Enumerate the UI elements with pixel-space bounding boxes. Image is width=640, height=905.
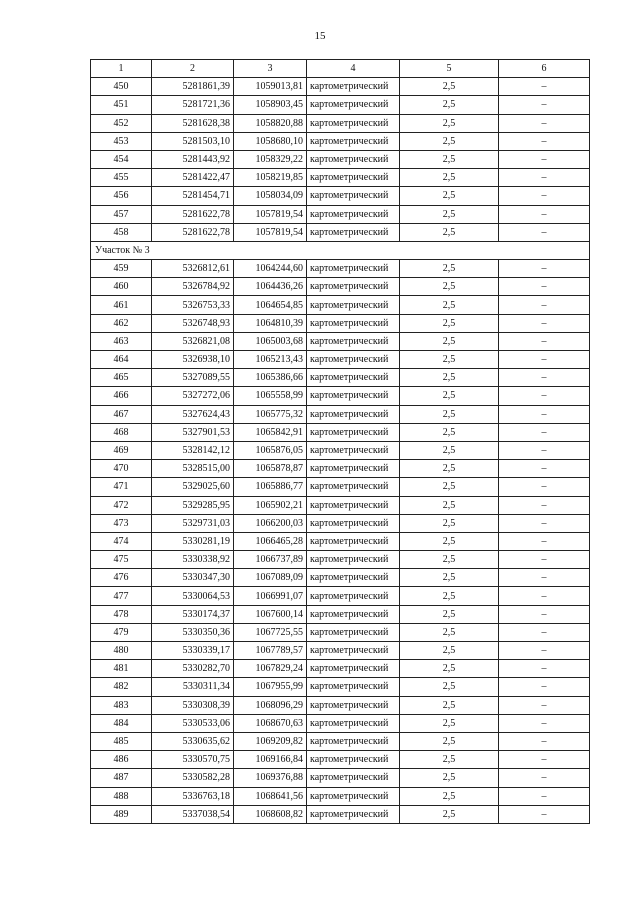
- table-row: [91, 369, 590, 387]
- section-label: Участок № 3: [91, 241, 590, 259]
- coordinate-x: 5330338,92: [152, 551, 234, 569]
- coordinate-x: 5281454,71: [152, 187, 234, 205]
- coordinate-x: 5326938,10: [152, 351, 234, 369]
- table-row: [91, 751, 590, 769]
- coordinate-x: 5281443,92: [152, 150, 234, 168]
- note-cell: –: [499, 114, 590, 132]
- accuracy-cell: 2,5: [400, 405, 499, 423]
- accuracy-cell: 2,5: [400, 387, 499, 405]
- coordinate-y: 1069209,82: [234, 732, 307, 750]
- table-row: [91, 205, 590, 223]
- point-number: 470: [91, 460, 152, 478]
- method-cell: картометрический: [307, 169, 400, 187]
- point-number: 465: [91, 369, 152, 387]
- coordinate-x: 5326784,92: [152, 278, 234, 296]
- accuracy-cell: 2,5: [400, 150, 499, 168]
- section-header: [91, 241, 590, 259]
- table-row: [91, 623, 590, 641]
- point-number: 462: [91, 314, 152, 332]
- coordinate-y: 1058680,10: [234, 132, 307, 150]
- accuracy-cell: 2,5: [400, 369, 499, 387]
- table-row: [91, 787, 590, 805]
- coordinate-x: 5330570,75: [152, 751, 234, 769]
- point-number: 477: [91, 587, 152, 605]
- coordinate-x: 5281721,36: [152, 96, 234, 114]
- coordinate-y: 1066991,07: [234, 587, 307, 605]
- table-row: [91, 150, 590, 168]
- coordinate-y: 1066200,03: [234, 514, 307, 532]
- point-number: 482: [91, 678, 152, 696]
- coordinate-x: 5326821,08: [152, 332, 234, 350]
- point-number: 461: [91, 296, 152, 314]
- table-row: [91, 460, 590, 478]
- method-cell: картометрический: [307, 187, 400, 205]
- accuracy-cell: 2,5: [400, 678, 499, 696]
- coordinate-x: 5330282,70: [152, 660, 234, 678]
- coordinate-x: 5330533,06: [152, 714, 234, 732]
- coordinate-y: 1065213,43: [234, 351, 307, 369]
- accuracy-cell: 2,5: [400, 551, 499, 569]
- point-number: 471: [91, 478, 152, 496]
- coordinate-y: 1065902,21: [234, 496, 307, 514]
- coordinate-y: 1067600,14: [234, 605, 307, 623]
- coordinate-x: 5330347,30: [152, 569, 234, 587]
- table-row: [91, 660, 590, 678]
- note-cell: –: [499, 569, 590, 587]
- point-number: 487: [91, 769, 152, 787]
- coordinate-y: 1065003,68: [234, 332, 307, 350]
- point-number: 481: [91, 660, 152, 678]
- coordinate-x: 5330064,53: [152, 587, 234, 605]
- accuracy-cell: 2,5: [400, 114, 499, 132]
- method-cell: картометрический: [307, 150, 400, 168]
- table-row: [91, 187, 590, 205]
- header-row: [91, 60, 590, 78]
- accuracy-cell: 2,5: [400, 78, 499, 96]
- coordinates-table: [90, 59, 590, 824]
- coordinate-y: 1064244,60: [234, 260, 307, 278]
- note-cell: –: [499, 314, 590, 332]
- point-number: 484: [91, 714, 152, 732]
- accuracy-cell: 2,5: [400, 532, 499, 550]
- table-row: [91, 514, 590, 532]
- coordinate-y: 1067955,99: [234, 678, 307, 696]
- note-cell: –: [499, 405, 590, 423]
- point-number: 472: [91, 496, 152, 514]
- table-row: [91, 332, 590, 350]
- method-cell: картометрический: [307, 369, 400, 387]
- point-number: 486: [91, 751, 152, 769]
- coordinate-y: 1057819,54: [234, 223, 307, 241]
- method-cell: картометрический: [307, 805, 400, 823]
- note-cell: –: [499, 587, 590, 605]
- coordinate-y: 1067725,55: [234, 623, 307, 641]
- table-row: [91, 805, 590, 823]
- table-row: [91, 605, 590, 623]
- coordinate-y: 1058329,22: [234, 150, 307, 168]
- coordinate-y: 1068670,63: [234, 714, 307, 732]
- point-number: 458: [91, 223, 152, 241]
- coordinate-y: 1059013,81: [234, 78, 307, 96]
- note-cell: –: [499, 478, 590, 496]
- coordinate-y: 1065876,05: [234, 441, 307, 459]
- method-cell: картометрический: [307, 551, 400, 569]
- point-number: 488: [91, 787, 152, 805]
- method-cell: картометрический: [307, 351, 400, 369]
- point-number: 456: [91, 187, 152, 205]
- table-row: [91, 278, 590, 296]
- coordinate-x: 5330339,17: [152, 642, 234, 660]
- accuracy-cell: 2,5: [400, 169, 499, 187]
- coordinate-x: 5330311,34: [152, 678, 234, 696]
- coordinate-x: 5281622,78: [152, 223, 234, 241]
- accuracy-cell: 2,5: [400, 660, 499, 678]
- column-header: 4: [307, 60, 400, 78]
- table-row: [91, 260, 590, 278]
- accuracy-cell: 2,5: [400, 805, 499, 823]
- coordinate-y: 1064436,26: [234, 278, 307, 296]
- accuracy-cell: 2,5: [400, 569, 499, 587]
- coordinate-x: 5328515,00: [152, 460, 234, 478]
- accuracy-cell: 2,5: [400, 605, 499, 623]
- point-number: 464: [91, 351, 152, 369]
- coordinate-x: 5328142,12: [152, 441, 234, 459]
- note-cell: –: [499, 169, 590, 187]
- note-cell: –: [499, 532, 590, 550]
- column-header: 3: [234, 60, 307, 78]
- note-cell: –: [499, 460, 590, 478]
- table-body-a: [91, 78, 590, 242]
- note-cell: –: [499, 441, 590, 459]
- accuracy-cell: 2,5: [400, 496, 499, 514]
- coordinate-y: 1058034,09: [234, 187, 307, 205]
- coordinate-x: 5330582,28: [152, 769, 234, 787]
- note-cell: –: [499, 387, 590, 405]
- coordinate-x: 5330350,36: [152, 623, 234, 641]
- coordinate-x: 5327089,55: [152, 369, 234, 387]
- note-cell: –: [499, 605, 590, 623]
- note-cell: –: [499, 696, 590, 714]
- point-number: 475: [91, 551, 152, 569]
- method-cell: картометрический: [307, 260, 400, 278]
- note-cell: –: [499, 132, 590, 150]
- coordinate-y: 1065775,32: [234, 405, 307, 423]
- method-cell: картометрический: [307, 569, 400, 587]
- table-row: [91, 551, 590, 569]
- method-cell: картометрический: [307, 332, 400, 350]
- accuracy-cell: 2,5: [400, 205, 499, 223]
- note-cell: –: [499, 423, 590, 441]
- table-row: [91, 169, 590, 187]
- coordinate-x: 5281622,78: [152, 205, 234, 223]
- accuracy-cell: 2,5: [400, 223, 499, 241]
- point-number: 459: [91, 260, 152, 278]
- accuracy-cell: 2,5: [400, 696, 499, 714]
- coordinate-y: 1058820,88: [234, 114, 307, 132]
- coordinate-x: 5327624,43: [152, 405, 234, 423]
- coordinate-y: 1065558,99: [234, 387, 307, 405]
- method-cell: картометрический: [307, 660, 400, 678]
- method-cell: картометрический: [307, 478, 400, 496]
- method-cell: картометрический: [307, 623, 400, 641]
- method-cell: картометрический: [307, 205, 400, 223]
- point-number: 479: [91, 623, 152, 641]
- accuracy-cell: 2,5: [400, 642, 499, 660]
- accuracy-cell: 2,5: [400, 351, 499, 369]
- accuracy-cell: 2,5: [400, 441, 499, 459]
- accuracy-cell: 2,5: [400, 296, 499, 314]
- table-row: [91, 132, 590, 150]
- coordinate-y: 1066737,89: [234, 551, 307, 569]
- coordinate-x: 5326812,61: [152, 260, 234, 278]
- note-cell: –: [499, 678, 590, 696]
- table-row: [91, 732, 590, 750]
- note-cell: –: [499, 623, 590, 641]
- method-cell: картометрический: [307, 314, 400, 332]
- method-cell: картометрический: [307, 587, 400, 605]
- method-cell: картометрический: [307, 423, 400, 441]
- method-cell: картометрический: [307, 405, 400, 423]
- table-row: [91, 114, 590, 132]
- note-cell: –: [499, 642, 590, 660]
- coordinate-y: 1068641,56: [234, 787, 307, 805]
- method-cell: картометрический: [307, 769, 400, 787]
- note-cell: –: [499, 805, 590, 823]
- table-row: [91, 78, 590, 96]
- point-number: 457: [91, 205, 152, 223]
- note-cell: –: [499, 187, 590, 205]
- table-row: [91, 223, 590, 241]
- point-number: 483: [91, 696, 152, 714]
- table-row: [91, 296, 590, 314]
- method-cell: картометрический: [307, 751, 400, 769]
- table-row: [91, 678, 590, 696]
- coordinate-y: 1067089,09: [234, 569, 307, 587]
- point-number: 466: [91, 387, 152, 405]
- accuracy-cell: 2,5: [400, 587, 499, 605]
- table-row: [91, 423, 590, 441]
- point-number: 455: [91, 169, 152, 187]
- coordinate-y: 1066465,28: [234, 532, 307, 550]
- point-number: 480: [91, 642, 152, 660]
- note-cell: –: [499, 660, 590, 678]
- note-cell: –: [499, 296, 590, 314]
- accuracy-cell: 2,5: [400, 96, 499, 114]
- coordinate-x: 5329025,60: [152, 478, 234, 496]
- method-cell: картометрический: [307, 787, 400, 805]
- table-row: [91, 696, 590, 714]
- coordinate-y: 1058903,45: [234, 96, 307, 114]
- coordinate-x: 5326753,33: [152, 296, 234, 314]
- method-cell: картометрический: [307, 96, 400, 114]
- table-row: [91, 496, 590, 514]
- coordinate-x: 5336763,18: [152, 787, 234, 805]
- note-cell: –: [499, 260, 590, 278]
- coordinate-y: 1068096,29: [234, 696, 307, 714]
- coordinate-x: 5281422,47: [152, 169, 234, 187]
- note-cell: –: [499, 551, 590, 569]
- table-row: [91, 405, 590, 423]
- coordinate-x: 5327272,06: [152, 387, 234, 405]
- table-row: [91, 569, 590, 587]
- note-cell: –: [499, 96, 590, 114]
- table-row: [91, 478, 590, 496]
- note-cell: –: [499, 787, 590, 805]
- point-number: 454: [91, 150, 152, 168]
- accuracy-cell: 2,5: [400, 623, 499, 641]
- column-header: 2: [152, 60, 234, 78]
- method-cell: картометрический: [307, 696, 400, 714]
- coordinate-y: 1068608,82: [234, 805, 307, 823]
- section-row: [91, 241, 590, 259]
- coordinate-x: 5327901,53: [152, 423, 234, 441]
- table-row: [91, 714, 590, 732]
- note-cell: –: [499, 369, 590, 387]
- note-cell: –: [499, 732, 590, 750]
- coordinate-y: 1064654,85: [234, 296, 307, 314]
- method-cell: картометрический: [307, 678, 400, 696]
- note-cell: –: [499, 769, 590, 787]
- accuracy-cell: 2,5: [400, 423, 499, 441]
- point-number: 450: [91, 78, 152, 96]
- coordinate-x: 5329731,03: [152, 514, 234, 532]
- table-row: [91, 351, 590, 369]
- table-row: [91, 387, 590, 405]
- method-cell: картометрический: [307, 114, 400, 132]
- point-number: 476: [91, 569, 152, 587]
- note-cell: –: [499, 514, 590, 532]
- method-cell: картометрический: [307, 132, 400, 150]
- method-cell: картометрический: [307, 296, 400, 314]
- coordinate-y: 1065386,66: [234, 369, 307, 387]
- table-row: [91, 642, 590, 660]
- table-row: [91, 532, 590, 550]
- method-cell: картометрический: [307, 714, 400, 732]
- accuracy-cell: 2,5: [400, 514, 499, 532]
- method-cell: картометрический: [307, 605, 400, 623]
- method-cell: картометрический: [307, 732, 400, 750]
- accuracy-cell: 2,5: [400, 769, 499, 787]
- table-row: [91, 96, 590, 114]
- method-cell: картометрический: [307, 532, 400, 550]
- accuracy-cell: 2,5: [400, 260, 499, 278]
- point-number: 478: [91, 605, 152, 623]
- column-header: 1: [91, 60, 152, 78]
- table-row: [91, 769, 590, 787]
- coordinate-y: 1057819,54: [234, 205, 307, 223]
- page-number: 15: [314, 30, 326, 42]
- note-cell: –: [499, 223, 590, 241]
- coordinate-x: 5281861,39: [152, 78, 234, 96]
- method-cell: картометрический: [307, 642, 400, 660]
- method-cell: картометрический: [307, 441, 400, 459]
- note-cell: –: [499, 351, 590, 369]
- point-number: 463: [91, 332, 152, 350]
- point-number: 467: [91, 405, 152, 423]
- point-number: 451: [91, 96, 152, 114]
- method-cell: картометрический: [307, 278, 400, 296]
- coordinate-y: 1069376,88: [234, 769, 307, 787]
- point-number: 453: [91, 132, 152, 150]
- coordinate-x: 5326748,93: [152, 314, 234, 332]
- point-number: 485: [91, 732, 152, 750]
- accuracy-cell: 2,5: [400, 460, 499, 478]
- accuracy-cell: 2,5: [400, 132, 499, 150]
- accuracy-cell: 2,5: [400, 751, 499, 769]
- method-cell: картометрический: [307, 387, 400, 405]
- method-cell: картометрический: [307, 78, 400, 96]
- coordinate-x: 5337038,54: [152, 805, 234, 823]
- coordinate-x: 5329285,95: [152, 496, 234, 514]
- coordinate-y: 1065842,91: [234, 423, 307, 441]
- note-cell: –: [499, 278, 590, 296]
- accuracy-cell: 2,5: [400, 787, 499, 805]
- coordinate-x: 5330281,19: [152, 532, 234, 550]
- coordinate-y: 1067789,57: [234, 642, 307, 660]
- accuracy-cell: 2,5: [400, 278, 499, 296]
- accuracy-cell: 2,5: [400, 732, 499, 750]
- point-number: 468: [91, 423, 152, 441]
- method-cell: картометрический: [307, 223, 400, 241]
- accuracy-cell: 2,5: [400, 714, 499, 732]
- coordinate-y: 1064810,39: [234, 314, 307, 332]
- note-cell: –: [499, 496, 590, 514]
- note-cell: –: [499, 150, 590, 168]
- accuracy-cell: 2,5: [400, 332, 499, 350]
- method-cell: картометрический: [307, 514, 400, 532]
- coordinate-x: 5281628,38: [152, 114, 234, 132]
- coordinate-y: 1065878,87: [234, 460, 307, 478]
- table-row: [91, 587, 590, 605]
- coordinate-x: 5330174,37: [152, 605, 234, 623]
- point-number: 489: [91, 805, 152, 823]
- column-header: 5: [400, 60, 499, 78]
- method-cell: картометрический: [307, 496, 400, 514]
- point-number: 460: [91, 278, 152, 296]
- accuracy-cell: 2,5: [400, 187, 499, 205]
- point-number: 452: [91, 114, 152, 132]
- table-row: [91, 441, 590, 459]
- coordinate-y: 1058219,85: [234, 169, 307, 187]
- coordinate-y: 1067829,24: [234, 660, 307, 678]
- point-number: 474: [91, 532, 152, 550]
- accuracy-cell: 2,5: [400, 478, 499, 496]
- coordinate-x: 5330635,62: [152, 732, 234, 750]
- note-cell: –: [499, 78, 590, 96]
- coordinate-y: 1069166,84: [234, 751, 307, 769]
- table-row: [91, 314, 590, 332]
- point-number: 473: [91, 514, 152, 532]
- method-cell: картометрический: [307, 460, 400, 478]
- coordinate-x: 5330308,39: [152, 696, 234, 714]
- coordinate-y: 1065886,77: [234, 478, 307, 496]
- column-header: 6: [499, 60, 590, 78]
- note-cell: –: [499, 205, 590, 223]
- coordinate-x: 5281503,10: [152, 132, 234, 150]
- note-cell: –: [499, 714, 590, 732]
- accuracy-cell: 2,5: [400, 314, 499, 332]
- point-number: 469: [91, 441, 152, 459]
- table-body-b: [91, 260, 590, 824]
- note-cell: –: [499, 751, 590, 769]
- note-cell: –: [499, 332, 590, 350]
